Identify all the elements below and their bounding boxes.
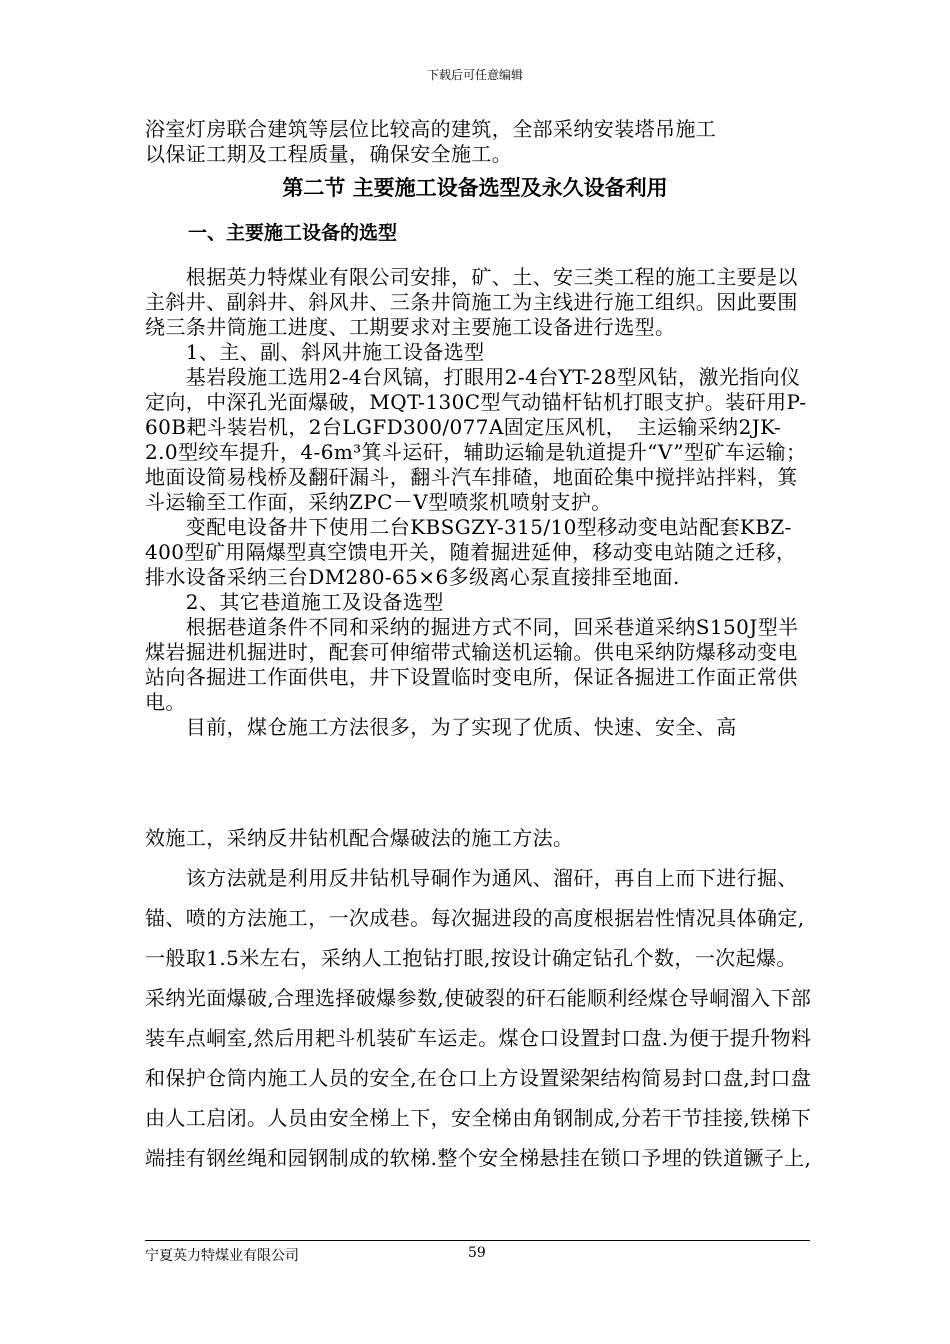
body-block-1 <box>145 265 813 740</box>
page-number: 59 <box>468 1245 486 1261</box>
subsection-title: 一、主要施工设备的选型 <box>188 222 398 244</box>
header-note: 下载后可任意编辑 <box>426 68 523 82</box>
paragraph-bedrock: 基岩段施工选用2-4台风镐，打眼用2-4台YT-28型风钻，激光指向仪定向，中深孔光面爆破，MQT-130C型气动锚杆钻机打眼支护。装矸用P-60B耙斗装岩机，2台LGFD300/077A固定压风机， 主运输采纳2JK-2.0型绞车提升，4-6m³箕斗运矸，辅助运输是轨道提升“V”型矿车运输；地面设简易栈桥及翻矸漏斗，翻斗汽车排碴，地面砼集中搅拌站拌料，箕斗运输至工作面，采纳ZPC－V型喷浆机喷射支护。 <box>145 365 807 514</box>
section-title: 第二节 主要施工设备选型及永久设备利用 <box>282 176 668 200</box>
body-block-2 <box>145 818 813 1178</box>
intro-line-2: 以保证工期及工程质量，确保安全施工。 <box>145 142 513 166</box>
paragraph-equipment-selection: 根据英力特煤业有限公司安排，矿、土、安三类工程的施工主要是以主斜井、副斜井、斜风井、三条井筒施工为主线进行施工组织。因此要围绕三条井筒施工进度、工期要求对主要施工设备进行选型。 <box>145 265 798 339</box>
paragraph-bunker-intro: 目前，煤仓施工方法很多，为了实现了优质、快速、安全、高 <box>145 715 737 739</box>
footer-divider <box>145 1240 810 1241</box>
intro-paragraph <box>145 117 813 167</box>
paragraph-bunker-method: 效施工，采纳反井钻机配合爆破法的施工方法。 <box>145 826 574 850</box>
intro-line-1: 浴室灯房联合建筑等层位比较高的建筑，全部采纳安装塔吊施工 <box>145 117 717 141</box>
paragraph-method-detail: 该方法就是利用反井钻机导硐作为通风、溜矸，再自上而下进行掘、锚、喷的方法施工，一次成巷。每次掘进段的高度根据岩性情况具体确定,一般取1.5米左右，采纳人工抱钻打眼,按设计确定钻孔个数，一次起爆。采纳光面爆破,合理选择破爆参数,使破裂的矸石能顺利经煤仓导峒溜入下部装车点峒室,然后用耙斗机装矿车运走。煤仓口设置封口盘.为便于提升物料和保护仓筒内施工人员的安全,在仓口上方设置梁架结构简易封口盘,封口盘由人工启闭。人员由安全梯上下，安全梯由角钢制成,分若干节挂接,铁梯下端挂有钢丝绳和园钢制成的软梯.整个安全梯悬挂在锁口予埋的铁道镢子上, <box>145 866 812 1170</box>
paragraph-power-distribution: 变配电设备井下使用二台KBSGZY-315/10型移动变电站配套KBZ-400型矿用隔爆型真空馈电开关，随着掘进延伸，移动变电站随之迁移，排水设备采纳三台DM280-65×6多级离心泵直接排至地面. <box>145 515 797 589</box>
heading-shaft-equipment: 1、主、副、斜风井施工设备选型 <box>145 340 485 364</box>
footer-company: 宁夏英力特煤业有限公司 <box>145 1248 299 1264</box>
paragraph-roadway: 根据巷道条件不同和采纳的掘进方式不同，回采巷道采纳S150J型半煤岩掘进机掘进时，配套可伸缩带式输送机运输。供电采纳防爆移动变电站向各掘进工作面供电，井下设置临时变电所，保证各掘进工作面正常供电。 <box>145 615 799 714</box>
heading-roadway-equipment: 2、其它巷道施工及设备选型 <box>145 590 444 614</box>
